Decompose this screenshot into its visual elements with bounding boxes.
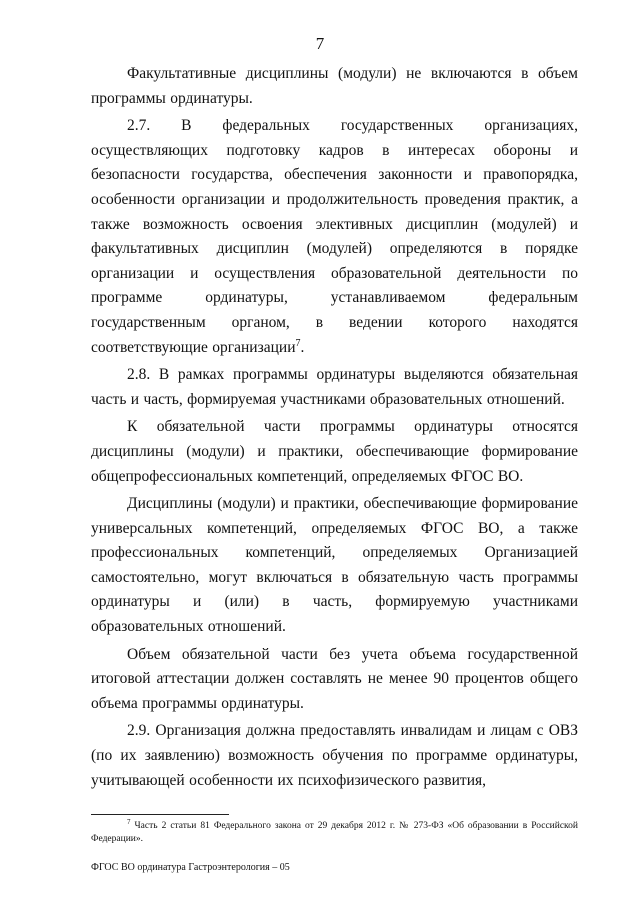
footnote-text: Часть 2 статьи 81 Федерального закона от 29 декабря 2012 г. № 273-ФЗ «Об образовании в Российской Федерации». (91, 821, 579, 844)
footnote-reference: 7 (295, 337, 301, 349)
paragraph-disciplines-practices: Дисциплины (модули) и практики, обеспечивающие формирование универсальных компетенций, определяемых ФГОС ВО, а также профессиональных компетенций, определяемых Организацией самостоятельно, могут включаться в обязательную часть программы ординатуры и (или) в часть, формируемую участниками образовательных отношений. (91, 495, 578, 636)
paragraph-2-7 (91, 114, 578, 360)
page-footer: ФГОС ВО ординатура Гастроэнтерология – 05 (91, 862, 290, 873)
paragraph-mandatory-volume: Объем обязательной части без учета объема государственной итоговой аттестации должен составлять не менее 90 процентов общего объема программы ординатуры. (91, 645, 578, 712)
paragraph-mandatory-part: К обязательной части программы ординатуры относятся дисциплины (модули) и практики, обеспечивающие формирование общепрофессиональных компетенций, определяемых ФГОС ВО. (91, 418, 578, 485)
paragraph-2-9: 2.9. Организация должна предоставлять инвалидам и лицам с ОВЗ (по их заявлению) возможность обучения по программе ординатуры, учитывающей особенности их психофизического развития, (91, 722, 578, 789)
footnote-marker: 7 (127, 817, 131, 826)
paragraph-2-7-text: 2.7. В федеральных государственных организациях, осуществляющих подготовку кадров в интересах обороны и безопасности государства, обеспечения законности и правопорядка, особенности организации и продолжительность проведения практик, а также возможность освоения элективных дисциплин (модулей) и факультативных дисциплин (модулей) определяются в порядке организации и осуществления образовательной деятельности по программе ординатуры, устанавливаемом федеральным государственным органом, в ведении которого находятся соответствующие организации (91, 117, 578, 356)
paragraph-2-7-end: . (300, 338, 305, 356)
page-number: 7 (315, 34, 325, 53)
footnote (91, 817, 579, 846)
paragraph-2-8: 2.8. В рамках программы ординатуры выделяются обязательная часть и часть, формируемая участниками образовательных отношений. (91, 366, 578, 408)
document-body (91, 62, 578, 796)
footnote-divider (91, 814, 229, 815)
paragraph-optional-disciplines: Факультативные дисциплины (модули) не включаются в объем программы ординатуры. (91, 65, 578, 107)
